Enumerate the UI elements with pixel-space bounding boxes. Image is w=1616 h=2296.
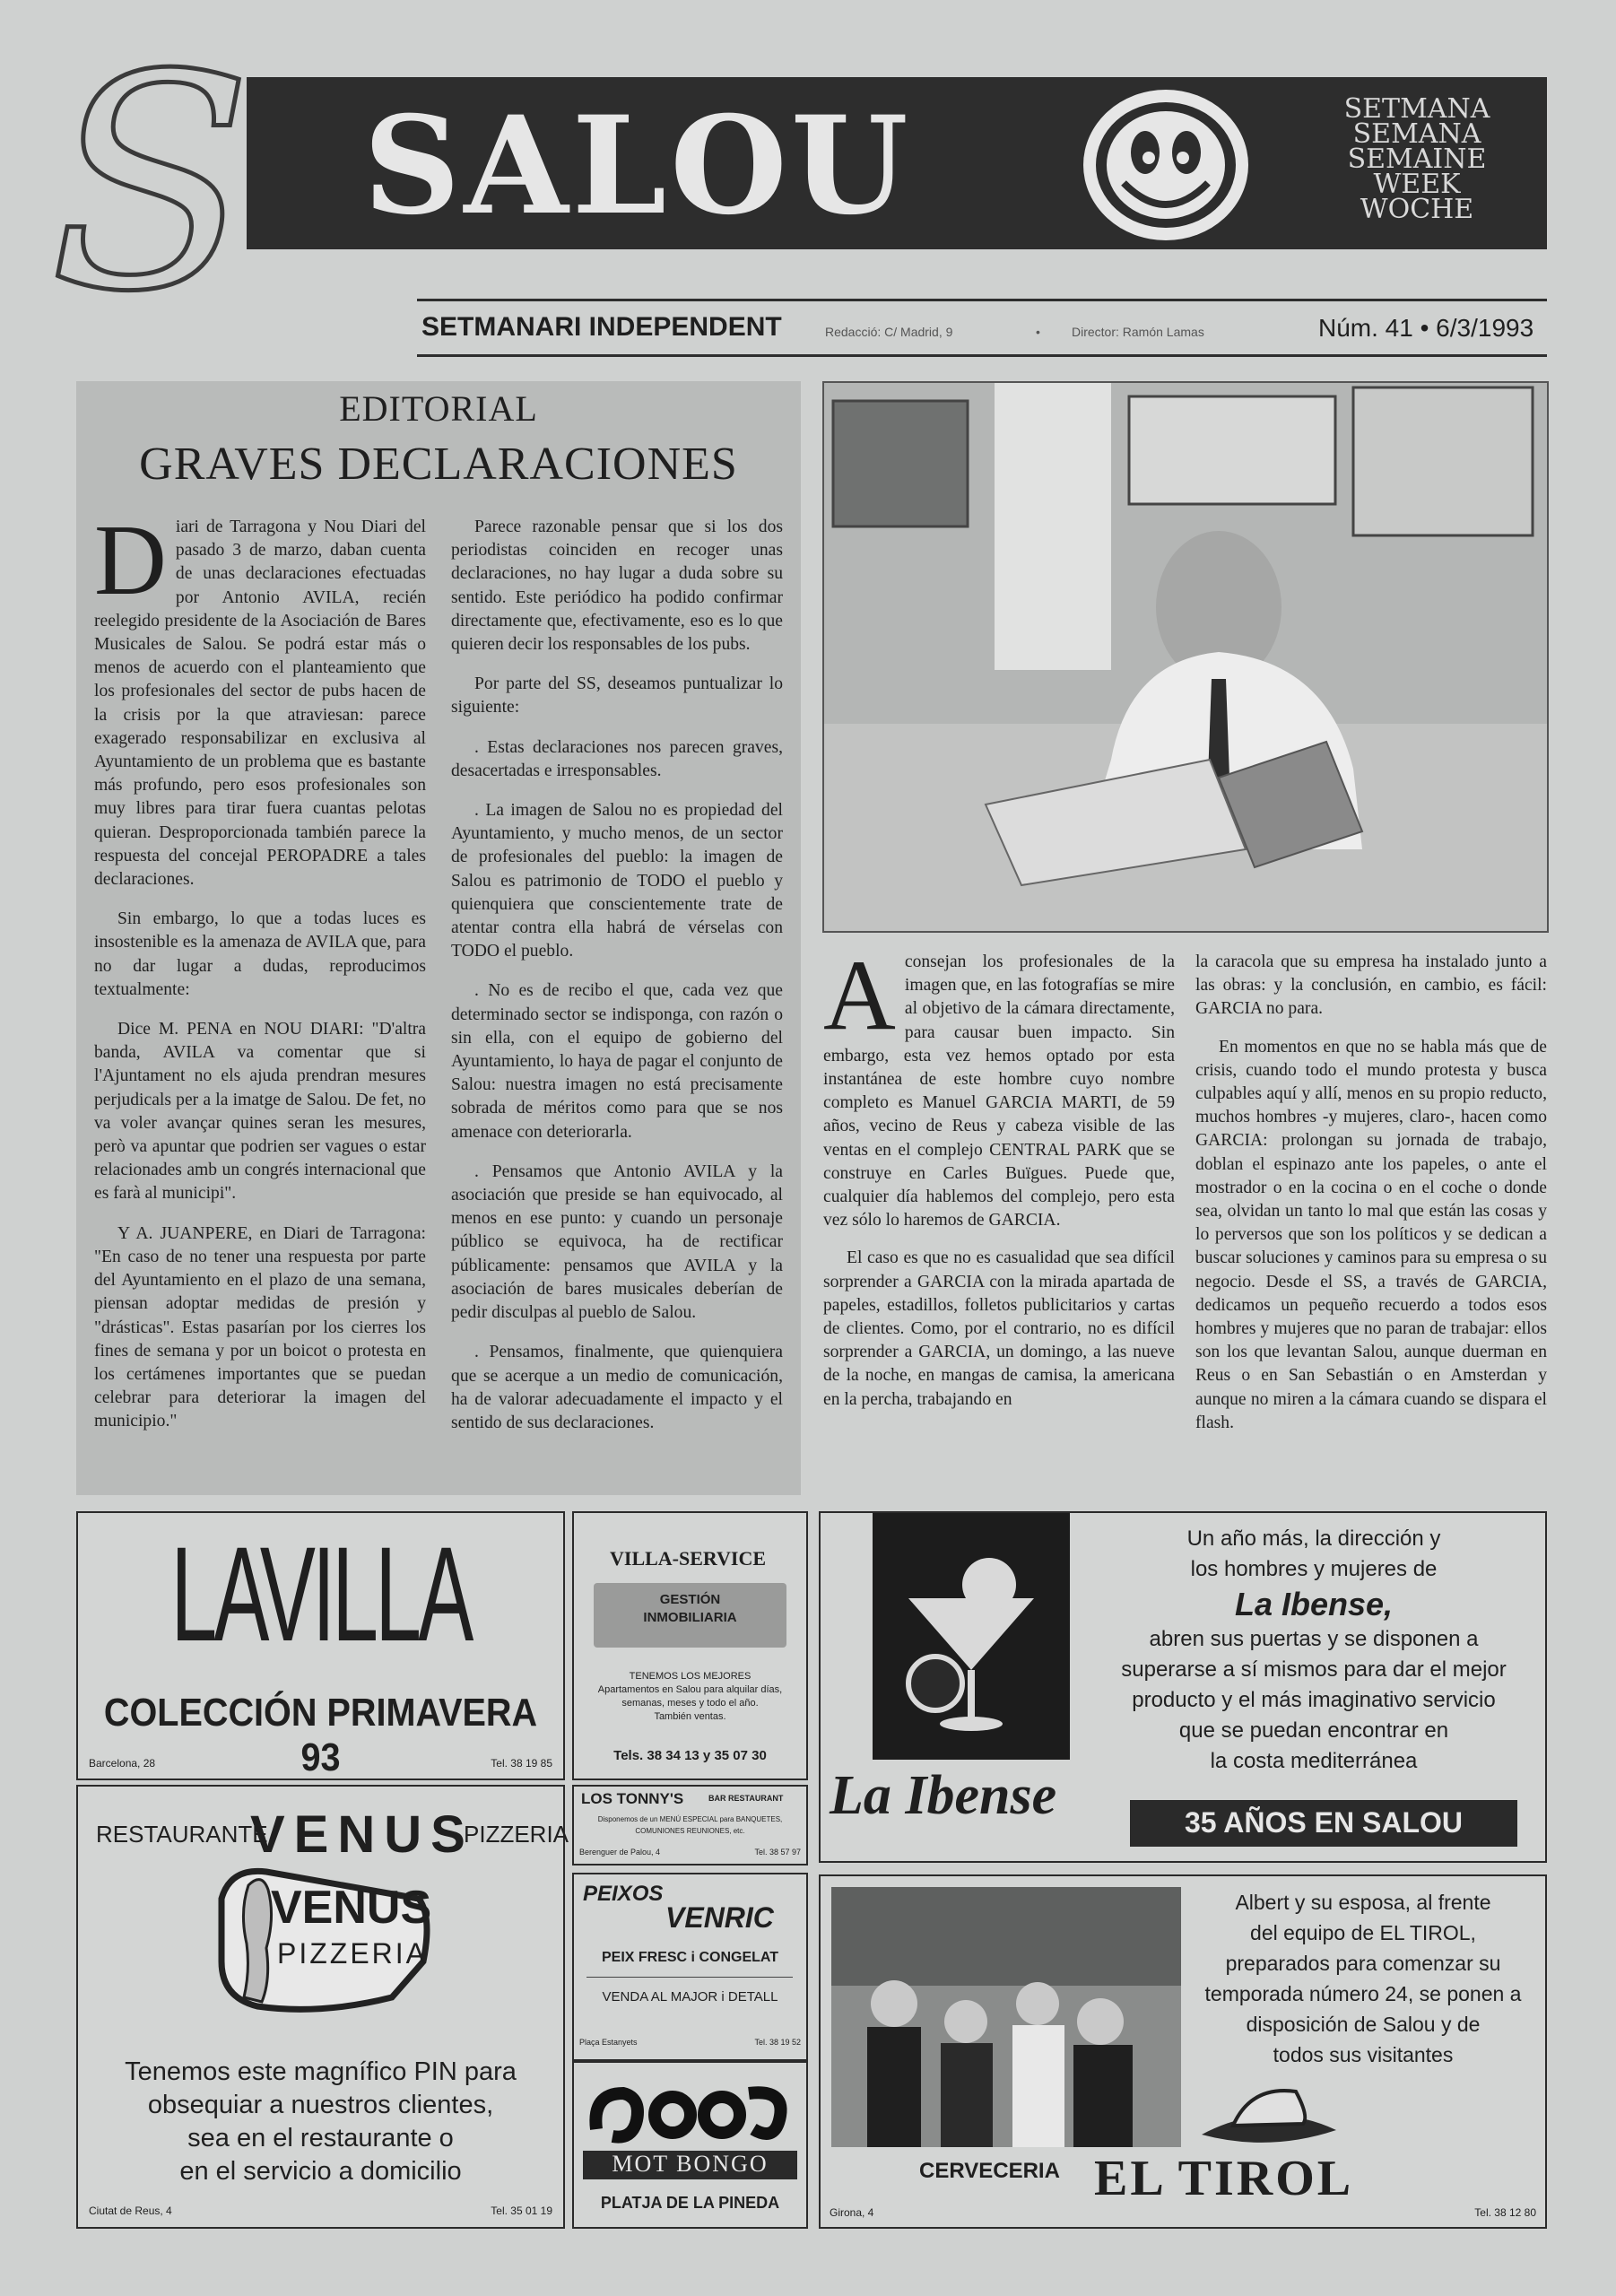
peixos-address: Plaça Estanyets	[579, 2038, 638, 2047]
tirol-photo	[831, 1887, 1181, 2147]
villa-phones: Tels. 38 34 13 y 35 07 30	[613, 1748, 767, 1763]
ad-el-tirol	[819, 1874, 1547, 2229]
lavilla-phone: Tel. 38 19 85	[491, 1757, 552, 1770]
lang-en: WEEK	[1373, 169, 1461, 200]
ibense-logo-block	[873, 1513, 1070, 1760]
peixos-phone: Tel. 38 19 52	[754, 2038, 801, 2047]
venus-phone: Tel. 35 01 19	[491, 2205, 552, 2217]
article-paragraph: la caracola que su empresa ha instalado junto a las obras: y la conclusión, en cambio, es fácil: GARCIA no para.	[1195, 952, 1547, 1019]
editorial-kicker: EDITORIAL	[339, 388, 538, 429]
peixos-brand-1: PEIXOS	[583, 1882, 664, 1906]
editorial-dropcap: D	[94, 505, 167, 616]
venus-pin-brand: VENUS	[271, 1882, 432, 1934]
bongo-place: PLATJA DE LA PINEDA	[600, 2194, 780, 2212]
ibense-text: Un año más, la dirección y los hombres y mujeres de La Ibense, abren sus puertas y se disponen a superarse a sí mismos para dar el mejor producto y el más imaginativo servicio que se puedan encontrar en la costa mediterránea	[1121, 1526, 1507, 1773]
villa-sub2: INMOBILIARIA	[643, 1610, 737, 1625]
venus-right-label: PIZZERIA	[464, 1821, 569, 1848]
article-column-2	[1195, 951, 1547, 1449]
venus-text: Tenemos este magnífico PIN para obsequiar a nuestros clientes, sea en el restaurante o en el servicio a domicilio	[125, 2057, 517, 2186]
tirol-hat-icon	[1197, 2081, 1341, 2152]
editorial-paragraph: Parece razonable pensar que si los dos periodistas coinciden en recoger unas declaraciones, no hay lugar a duda sobre su sentido. Este periódico ha podido confirmar directamente que, efectivamente, eso es lo que quieren decir los responsables de los pubs.	[451, 517, 783, 655]
bongo-name: MOT BONGO	[612, 2151, 769, 2177]
peixos-line1: PEIX FRESC i CONGELAT	[601, 1950, 779, 1965]
tonnys-address: Berenguer de Palou, 4	[579, 1848, 661, 1857]
article-paragraph: En momentos en que no se habla más que de crisis, cuando todo el mundo protesta y busca culpables aquí y allí, menos en su propio reducto, muchos hombres -y mujeres, claro-, hacen como GARCIA: prolongan su jornada de trabajo, doblan el espinazo ante los papeles, o ante el mostrador o en la cocina o en el coche o donde sea, olvidan un tanto lo mal que están las cosas y lo perversos que son los políticos y se dedican a buscar soluciones y caminos para su empresa o su negocio. Desde el SS, a través de GARCIA, dedicamos un pequeño recuerdo a todos esos hombres y mujeres que no paran de trabajar: ellos son los que levantan Salou, aunque duerman en Reus o en San Sebastián o en Amsterdan y aunque no miren a la cámara cuando se dispara el flash.	[1195, 1037, 1547, 1432]
peixos-brand-2: VENRIC	[665, 1901, 774, 1934]
tirol-text: Albert y su esposa, al frente del equipo de EL TIROL, preparados para comenzar su temporada número 24, se ponen a disposición de Salou y de todos sus visitantes	[1204, 1891, 1522, 2066]
editorial-paragraph: . Estas declaraciones nos parecen graves, desacertadas e irresponsables.	[451, 737, 783, 780]
tonnys-text: Disponemos de un MENÚ ESPECIAL para BANQUETES, COMUNIONES REUNIONES, etc.	[597, 1815, 783, 1835]
ad-villa-service	[572, 1511, 808, 1780]
villa-brand: VILLA-SERVICE	[610, 1547, 767, 1570]
ibense-badge: 35 AÑOS EN SALOU	[1185, 1806, 1463, 1839]
tirol-staff-photo	[831, 1887, 1181, 2147]
editorial-paragraph: . Pensamos que Antonio AVILA y la asociación que preside se han equivocado, al menos en ese punto: y cuando un personaje público se equivoca, ha de rectificar públicamente: pensamos que AVILA y la asociación de bares musicales deberían de pedir disculpas al pueblo de Salou.	[451, 1161, 783, 1323]
masthead-rule-bottom	[417, 354, 1547, 357]
lavilla-logo: LAVILLA	[170, 1518, 471, 1669]
masthead-subtitle: SETMANARI INDEPENDENT	[421, 312, 782, 342]
ad-mot-bongo	[572, 2061, 808, 2229]
ad-los-tonnys	[572, 1785, 808, 1866]
lavilla-address: Barcelona, 28	[89, 1757, 156, 1770]
tonnys-brand: LOS TONNY'S	[581, 1790, 684, 1807]
editorial-paragraph: . No es de recibo el que, cada vez que determinado sector se indisponga, con razón o sin ella, con el equipo de gobierno del Ayuntamiento, lo haya de pagar el conjunto de Salou: nuestra imagen no está precisamente sobrada de méritos como para que se nos amenace con deteriorarla.	[451, 981, 783, 1142]
editorial-column-2	[451, 516, 783, 1451]
office-photo-image	[824, 383, 1549, 933]
ad-la-ibense	[819, 1511, 1547, 1863]
tirol-phone: Tel. 38 12 80	[1474, 2206, 1536, 2219]
article-dropcap: A	[823, 940, 896, 1051]
masthead-languages	[1309, 93, 1525, 225]
lang-ca: SETMANA	[1343, 93, 1490, 125]
editorial-title: GRAVES DECLARACIONES	[139, 439, 738, 490]
ad-venus	[76, 1785, 569, 2229]
editorial-paragraph: . La imagen de Salou no es propiedad del Ayuntamiento, y mucho menos, de un sector de profesionales del pueblo: la imagen de Salou es patrimonio de TODO el pueblo y quienquiera que conscientemente trate de atentar contra ella habrá de vérselas con TODO el pueblo.	[451, 801, 783, 961]
article-column-1	[823, 940, 1175, 1426]
masthead-rule-top	[417, 299, 1547, 301]
bongo-logo-icon	[587, 2075, 794, 2147]
ad-lavilla	[76, 1511, 565, 1780]
office-photo	[822, 381, 1549, 933]
editorial-column-1	[94, 505, 426, 1450]
mascot-face-icon	[1072, 83, 1260, 244]
article-paragraph: El caso es que no es casualidad que sea difícil sorprender a GARCIA con la mirada apartada de papeles, estadillos, folletos publicitarios y cartas de clientes. Como, por el contrario, no es difícil sorprender a GARCIA, un domingo, a las nueve de la noche, en mangas de camisa, la americana en la percha, trabajando en	[823, 1248, 1175, 1409]
tonnys-kind: BAR RESTAURANT	[708, 1794, 784, 1803]
venus-left-label: RESTAURANTE	[96, 1821, 268, 1848]
article-paragraph: Aconsejan los profesionales de la imagen que, en las fotografías se mire al objetivo de la cámara directamente, para causar buen impacto. Sin embargo, esta vez hemos optado por esta instantánea de este hombre cuyo nombre completo es Manuel GARCIA MARTI, de 59 años, vecino de Reus y cabeza visible de las ventas en el complejo CENTRAL PARK que se construye en Carles Buïgues. Puede que, cualquier día hablemos del complejo, pero esta vez sólo lo haremos de GARCIA.	[823, 940, 1175, 1231]
venus-brand: VENUS	[250, 1805, 474, 1864]
lang-de: WOCHE	[1360, 194, 1474, 225]
villa-sub1: GESTIÓN	[659, 1592, 721, 1607]
ibense-glass-icon	[873, 1513, 1070, 1760]
venus-pin-pizzeria: PIZZERIA	[277, 1937, 429, 1970]
ibense-brand: La Ibense	[830, 1765, 1057, 1826]
venus-address: Ciutat de Reus, 4	[89, 2205, 172, 2217]
ad-peixos-venric	[572, 1873, 808, 2061]
tonnys-phone: Tel. 38 57 97	[754, 1848, 801, 1857]
editorial-paragraph: Sin embargo, lo que a todas luces es insostenible es la amenaza de AVILA que, para no dar lugar a dudas, reproducimos textualmente:	[94, 909, 426, 999]
editorial-paragraph: Y A. JUANPERE, en Diari de Tarragona: "En caso de no tener una respuesta por parte del Ayuntamiento en el plazo de una semana, piensan adoptar medidas de presión y "drásticas". Estas pasarían por los cierres los fines de semana y por un boicot o protesta en los certámenes importantes que se puedan celebrar para deteriorar la imagen del municipio."	[94, 1223, 426, 1431]
villa-text: TENEMOS LOS MEJORES Apartamentos en Salou para alquilar días, semanas, meses y todo el año. También ventas.	[597, 1671, 783, 1722]
lang-fr: SEMAINE	[1347, 144, 1487, 175]
masthead-address: Redacció: C/ Madrid, 9	[825, 325, 953, 339]
tirol-brand: EL TIROL	[1094, 2151, 1354, 2206]
lang-es: SEMANA	[1352, 118, 1481, 150]
editorial-paragraph: Diari de Tarragona y Nou Diari del pasado 3 de marzo, daban cuenta de unas declaraciones efectuadas por Antonio AVILA, recién reelegido presidente de la Asociación de Bares Musicales de Salou. Se podrá estar más o menos de acuerdo con el planteamiento que los profesionales del sector de pubs hacen de la crisis por la que atraviesan: parece exagerado responsabilizar en exclusiva al Ayuntamiento de un problema que es bastante más profundo, pero esos profesionales son muy libres para tirar fuera cuantas pelotas quieran. Desproporcionada también parece la respuesta del concejal PEROPADRE a tales declaraciones.	[94, 505, 426, 890]
peixos-line2: VENDA AL MAJOR i DETALL	[602, 1989, 778, 2005]
masthead-director: Director: Ramón Lamas	[1072, 325, 1204, 339]
editorial-paragraph: Dice M. PENA en NOU DIARI: "D'altra banda, AVILA va comentar que si l'Ajuntament no els ajuda prendran mesures perjudicals per a la imatge de Salou. De fet, no va voler avançar quines seran les mesures, però va apuntar que podrien ser vagues o estar relacionades amb un congrés internacional que es farà al municipi".	[94, 1020, 426, 1204]
masthead-title: SALOU	[363, 87, 912, 245]
editorial-paragraph: Por parte del SS, deseamos puntualizar lo siguiente:	[451, 674, 783, 718]
masthead-s-swoosh: S	[49, 12, 253, 356]
lavilla-tagline: COLECCIÓN PRIMAVERA 93	[103, 1691, 538, 1779]
issue-number: Núm. 41 • 6/3/1993	[1318, 314, 1534, 342]
masthead-bullet: •	[1036, 325, 1040, 339]
tirol-address: Girona, 4	[830, 2206, 874, 2219]
editorial-paragraph: . Pensamos, finalmente, que quienquiera que se acerque a un medio de comunicación, ha de valorar adecuadamente el impacto y el sentido de sus declaraciones.	[451, 1343, 783, 1432]
tirol-kind: CERVECERIA	[919, 2159, 1060, 2183]
